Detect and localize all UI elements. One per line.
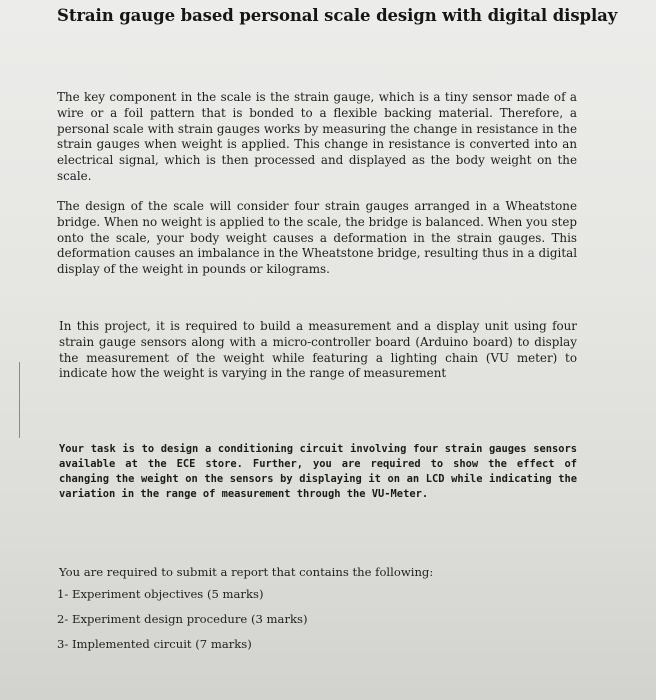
margin-rule — [19, 362, 20, 438]
report-intro: You are required to submit a report that contains the following: — [59, 565, 434, 579]
report-requirements-list — [57, 586, 308, 661]
list-item: 1- Experiment objectives (5 marks) — [57, 587, 264, 601]
list-item: 3- Implemented circuit (7 marks) — [57, 637, 252, 651]
task-statement: Your task is to design a conditioning circuit involving four strain gauges sensors available at the ECE store. Further, you are required to show the effect of changing the weight on the sensors by displaying it on an LCD while indicating the variation in the range of measurement through the VU-Meter. — [59, 443, 577, 500]
list-item: 2- Experiment design procedure (3 marks) — [57, 612, 308, 626]
paragraph-wheatstone-bridge: The design of the scale will consider four strain gauges arranged in a Wheatstone bridge. When no weight is applied to the scale, the bridge is balanced. When you step onto the scale, your body weight causes a deformation in the strain gauges. This deformation causes an imbalance in the Wheatstone bridge, resulting thus in a digital display of the weight in pounds or kilograms. — [57, 199, 577, 277]
paragraph-project-requirements: In this project, it is required to build a measurement and a display unit using four strain gauge sensors along with a micro-controller board (Arduino board) to display the measurement of the weight while featuring a lighting chain (VU meter) to indicate how the weight is varying in the range of measurement — [59, 319, 577, 381]
document-title: Strain gauge based personal scale design with digital display — [57, 6, 618, 25]
paragraph-strain-gauge-intro: The key component in the scale is the strain gauge, which is a tiny sensor made of a wire or a foil pattern that is bonded to a flexible backing material. Therefore, a personal scale with strain gauges works by measuring the change in resistance in the strain gauges when weight is applied. This change in resistance is converted into an electrical signal, which is then processed and displayed as the body weight on the scale. — [57, 90, 577, 183]
